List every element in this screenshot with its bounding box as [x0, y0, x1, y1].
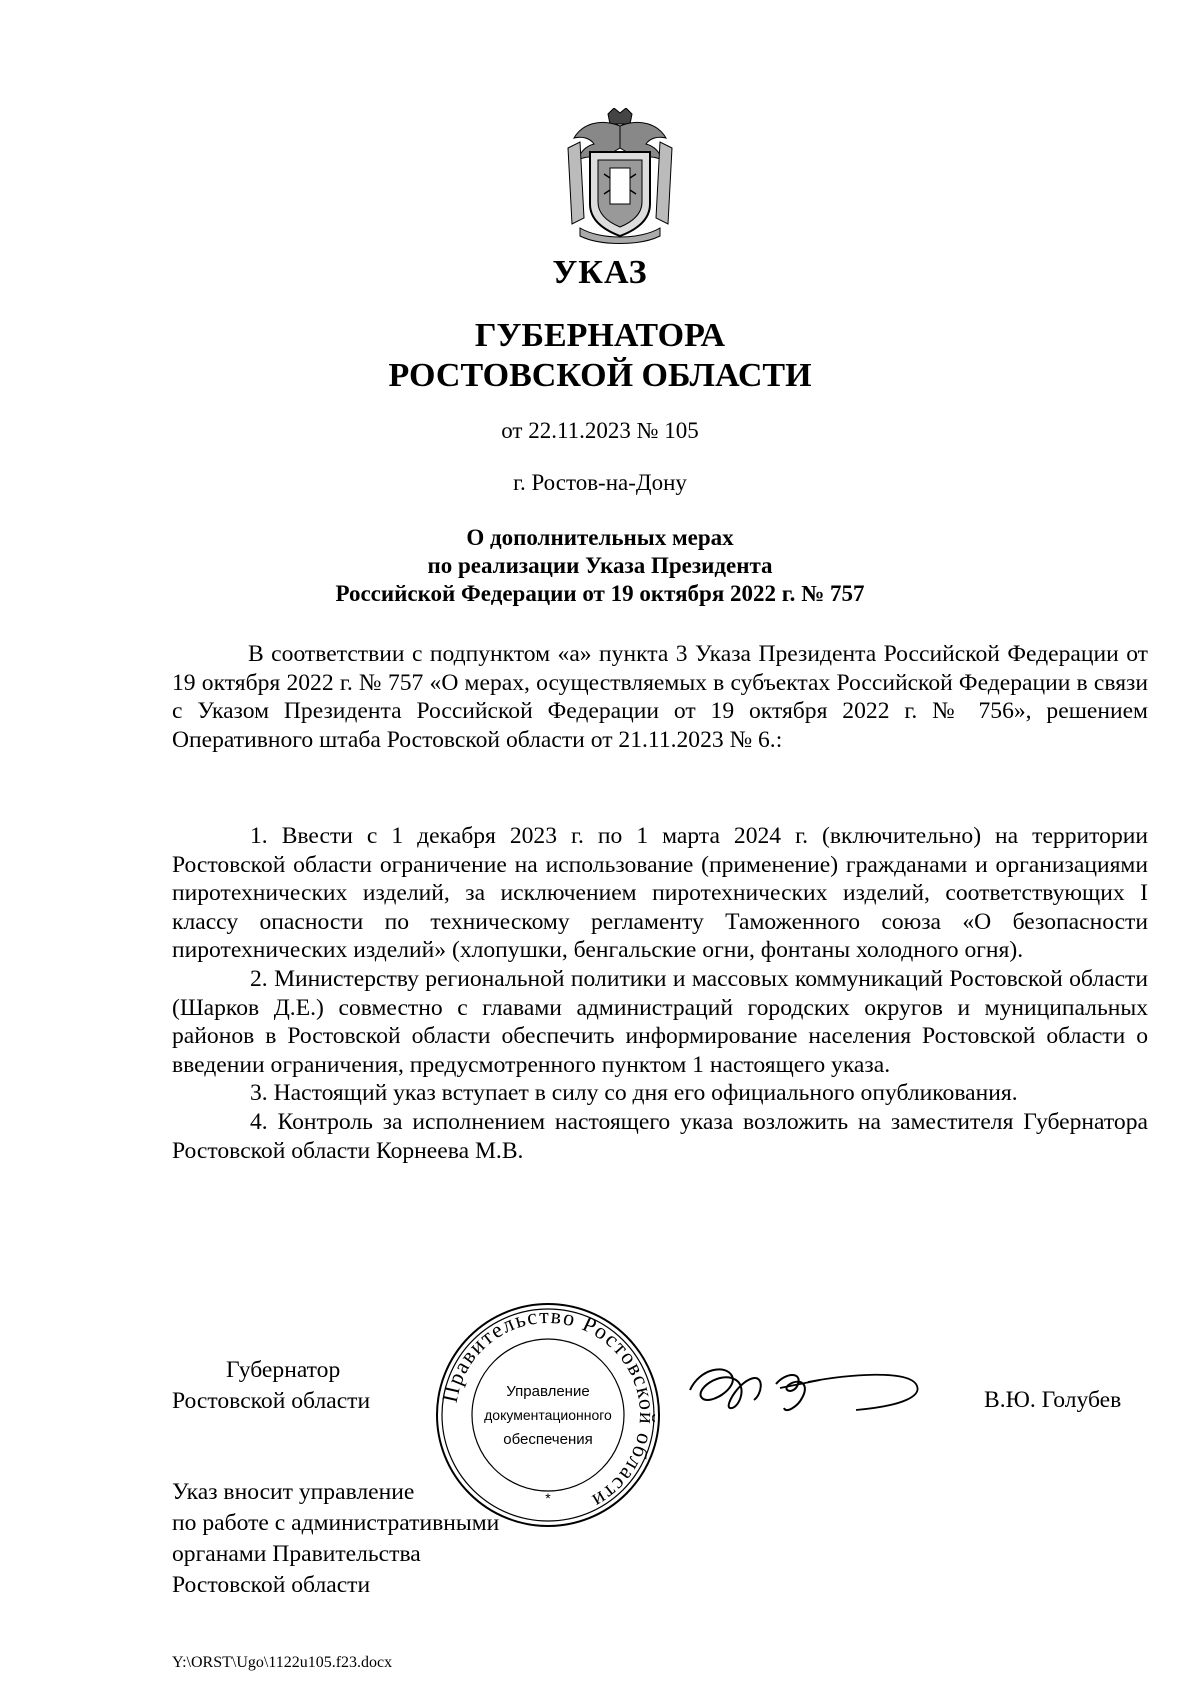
signatory-position [172, 1355, 370, 1417]
issuer-title-line: ГУБЕРНАТОРА [474, 317, 726, 354]
subject-line: по реализации Указа Президента [427, 553, 773, 578]
decree-item: 2. Министерству региональной политики и массовых коммуникаций Ростовской области (Шарков Д.Е.) совместно с главами администраций городских округов и муниципальных районов в Ростовской области обеспечить информирование населения Ростовской области о введении ограничения, предусмотренного пунктом 1 настоящего указа. [172, 965, 1148, 1078]
seal-star: * [545, 1490, 551, 1506]
issuer-title-line: РОСТОВСКОЙ ОБЛАСТИ [388, 357, 812, 394]
coat-of-arms-emblem [560, 108, 680, 246]
signature-icon [680, 1350, 930, 1438]
seal-inner-line: обеспечения [503, 1431, 593, 1448]
issuer-title [0, 316, 1200, 396]
date-and-number: от 22.11.2023 № 105 [501, 418, 699, 443]
subject-line: О дополнительных мерах [466, 525, 734, 550]
submitter-line: Указ вносит управление [172, 1479, 415, 1505]
seal-outer-text-path: Правительство Ростовской области [436, 1302, 661, 1515]
preamble-paragraph: В соответствии с подпунктом «а» пункта 3 Указа Президента Российской Федерации от 19 октября 2022 г. № 757 «О мерах, осуществляемых в субъектах Российской Федерации в связи с Указом Президента Российской Федерации от 19 октября 2022 г. № 756», решением Оперативного штаба Ростовской области от 21.11.2023 № 6.: [172, 641, 1148, 753]
place-of-issue: г. Ростов-на-Дону [513, 470, 687, 495]
submitter-line: по работе с административными [172, 1510, 500, 1536]
document-type-title: УКАЗ [552, 254, 648, 291]
coat-of-arms-icon [560, 108, 680, 246]
decree-items [172, 822, 1148, 1165]
decree-item: 3. Настоящий указ вступает в силу со дня его официального опубликования. [250, 1080, 1018, 1107]
signatory-position-line: Губернатор [226, 1357, 341, 1383]
seal-inner-line: Управление [506, 1383, 590, 1400]
seal-inner-line: документационного [484, 1407, 612, 1423]
document-subject [0, 524, 1200, 608]
signatory-name: В.Ю. Голубев [984, 1387, 1122, 1413]
decree-item: 4. Контроль за исполнением настоящего указа возложить на заместителя Губернатора Ростовской области Корнеева М.В. [172, 1108, 1148, 1164]
submitter-line: Ростовской области [172, 1572, 371, 1598]
submitter-note [172, 1477, 499, 1601]
subject-line: Российской Федерации от 19 октября 2022 г. № 757 [335, 581, 865, 606]
signatory-position-line: Ростовской области [172, 1388, 371, 1414]
decree-item: 1. Ввести с 1 декабря 2023 г. по 1 марта 2024 г. (включительно) на территории Ростовской области ограничение на использование (применение) гражданами и организациями пиротехнических изделий, за исключением пиротехнических изделий, соответствующих I классу опасности по техническому регламенту Таможенного союза «О безопасности пиротехнических изделий» (хлопушки, бенгальские огни, фонтаны холодного огня). [172, 823, 1148, 964]
file-path-footer: Y:\ORST\Ugo\1122u105.f23.docx [172, 1654, 393, 1671]
preamble-section [172, 640, 1148, 754]
submitter-line: органами Правительства [172, 1541, 421, 1567]
handwritten-signature [680, 1350, 930, 1438]
